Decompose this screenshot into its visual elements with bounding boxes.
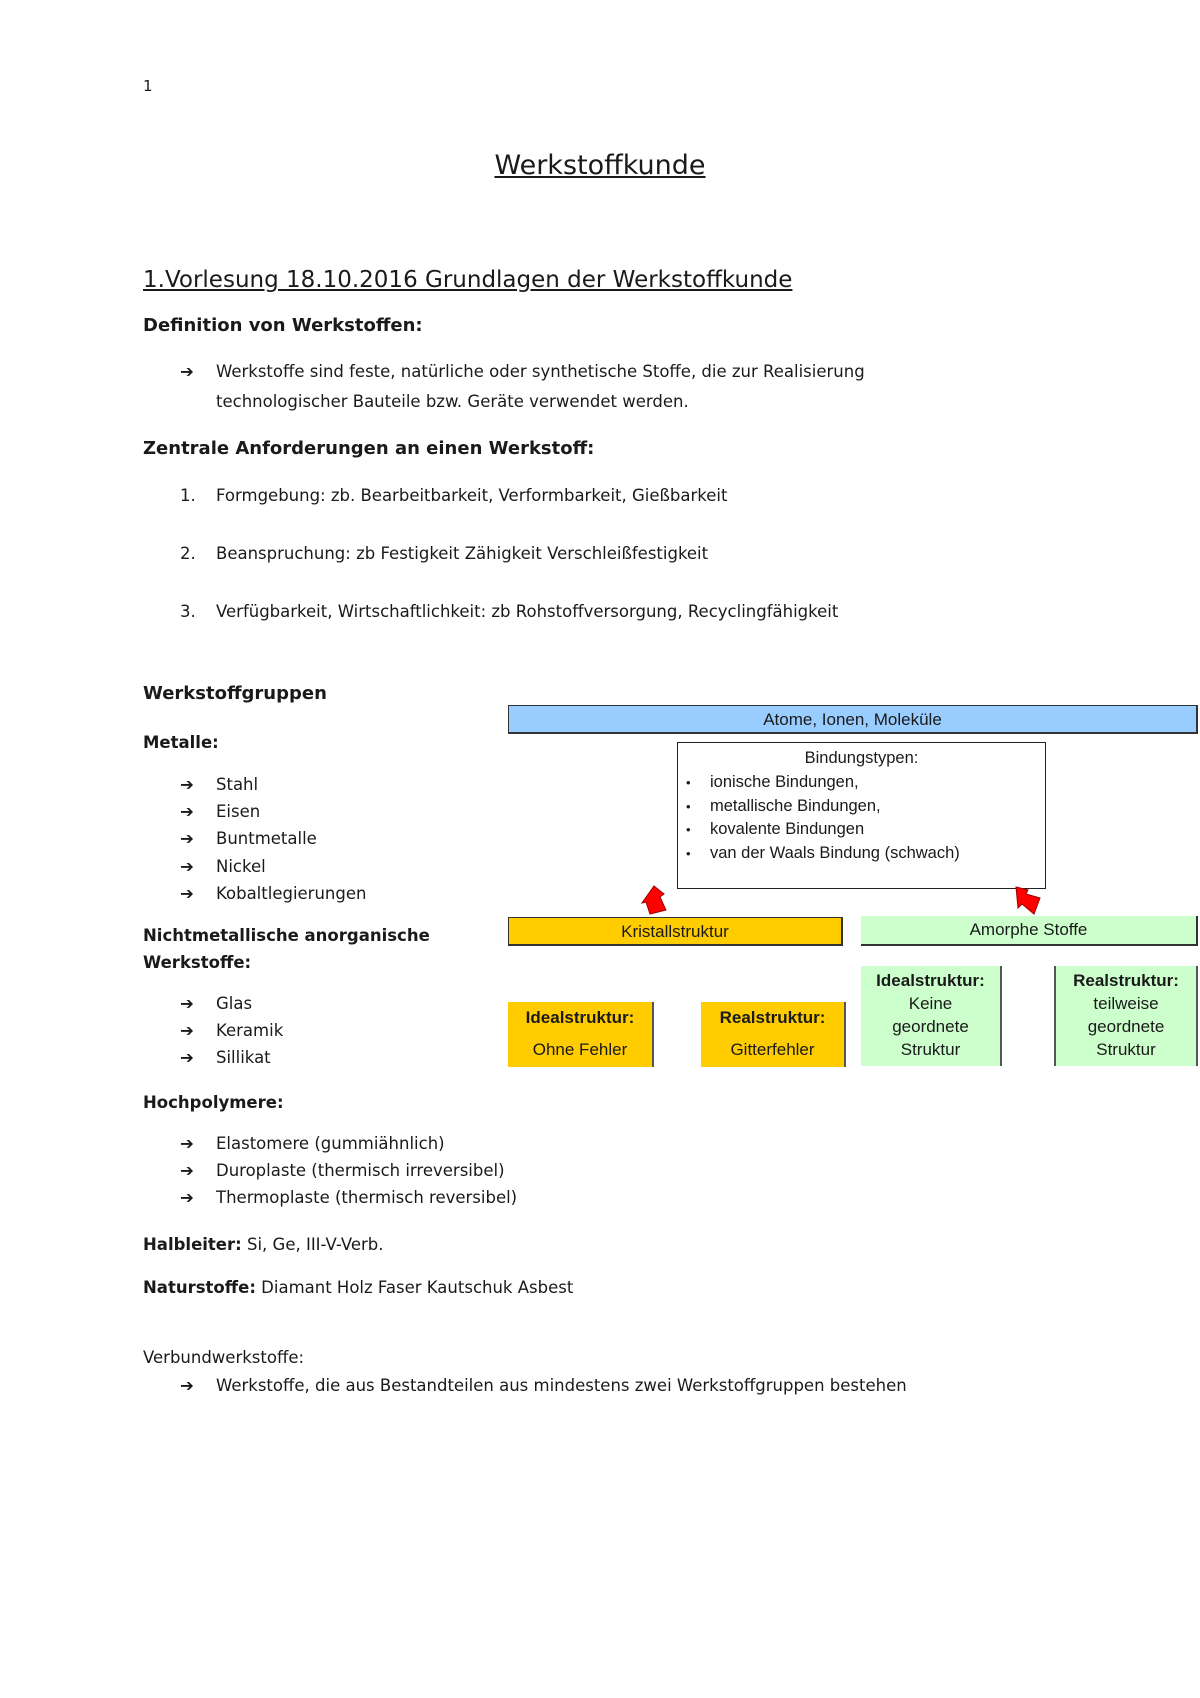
amorphous-bar: Amorphe Stoffe bbox=[861, 916, 1198, 946]
crystal-ideal-title: Idealstruktur: bbox=[525, 1008, 635, 1027]
arrow-icon: ➔ bbox=[180, 1021, 194, 1040]
arrow-icon: ➔ bbox=[180, 857, 194, 876]
binding-item bbox=[686, 818, 960, 842]
amorph-real-title: Realstruktur: bbox=[1073, 971, 1179, 990]
definition-text-1: Werkstoffe sind feste, natürliche oder synthetische Stoffe, die zur Realisierung bbox=[216, 362, 865, 381]
binding-label: ionische Bindungen, bbox=[710, 773, 859, 791]
metal-item bbox=[180, 802, 260, 821]
nonmetal-heading-2: Werkstoffe: bbox=[143, 953, 252, 972]
composite-item bbox=[180, 1376, 907, 1395]
metal-item bbox=[180, 829, 317, 848]
crystal-ideal-text: Ohne Fehler bbox=[532, 1040, 628, 1059]
metal-label: Buntmetalle bbox=[216, 829, 317, 848]
nonmetal-label: Sillikat bbox=[216, 1048, 271, 1067]
definition-line-1 bbox=[180, 362, 865, 381]
requirements-heading: Zentrale Anforderungen an einen Werkstoff: bbox=[143, 438, 595, 459]
requirement-number: 2. bbox=[180, 544, 196, 563]
arrow-icon: ➔ bbox=[180, 1048, 194, 1067]
requirement-text: Formgebung: zb. Bearbeitbarkeit, Verformbarkeit, Gießbarkeit bbox=[216, 486, 728, 505]
polymer-item bbox=[180, 1134, 445, 1153]
requirement-item bbox=[180, 602, 838, 621]
amorph-real-box bbox=[1054, 966, 1198, 1066]
amorph-real-line: Struktur bbox=[1096, 1040, 1156, 1059]
polymer-item bbox=[180, 1188, 517, 1207]
crystal-structure-bar: Kristallstruktur bbox=[508, 917, 843, 946]
bindings-title: Bindungstypen: bbox=[804, 749, 919, 767]
amorph-ideal-box bbox=[861, 966, 1002, 1066]
requirement-text: Beanspruchung: zb Festigkeit Zähigkeit Verschleißfestigkeit bbox=[216, 544, 709, 563]
semiconductors-label: Halbleiter: bbox=[143, 1235, 242, 1254]
amorph-ideal-line: geordnete bbox=[892, 1017, 969, 1036]
lecture-heading: 1.Vorlesung 18.10.2016 Grundlagen der Werkstoffkunde bbox=[143, 267, 793, 293]
bindings-list bbox=[686, 771, 960, 865]
nonmetal-item bbox=[180, 1048, 271, 1067]
arrow-icon: ➔ bbox=[180, 802, 194, 821]
nonmetal-label: Glas bbox=[216, 994, 253, 1013]
nonmetal-item bbox=[180, 994, 252, 1013]
amorph-ideal-line: Struktur bbox=[900, 1040, 961, 1059]
composite-text: Werkstoffe, die aus Bestandteilen aus mindestens zwei Werkstoffgruppen bestehen bbox=[216, 1376, 907, 1395]
definition-heading: Definition von Werkstoffen: bbox=[143, 315, 423, 336]
bullet-icon: • bbox=[686, 798, 691, 814]
nonmetal-label: Keramik bbox=[216, 1021, 284, 1040]
requirement-item bbox=[180, 544, 708, 563]
arrow-icon: ➔ bbox=[180, 1161, 194, 1180]
nonmetal-heading-1: Nichtmetallische anorganische bbox=[143, 926, 430, 945]
binding-item bbox=[686, 842, 960, 866]
polymer-item bbox=[180, 1161, 505, 1180]
metal-label: Eisen bbox=[216, 802, 261, 821]
requirement-number: 3. bbox=[180, 602, 196, 621]
document-title: Werkstoffkunde bbox=[494, 150, 706, 181]
natural-text: Diamant Holz Faser Kautschuk Asbest bbox=[255, 1278, 574, 1297]
groups-heading: Werkstoffgruppen bbox=[143, 683, 327, 704]
bullet-icon: • bbox=[686, 822, 691, 837]
arrow-icon: ➔ bbox=[180, 362, 194, 381]
amorph-real-line: geordnete bbox=[1087, 1017, 1165, 1036]
arrow-down-icon bbox=[1010, 884, 1042, 918]
polymer-label: Duroplaste (thermisch irreversibel) bbox=[216, 1161, 505, 1180]
crystal-ideal-box bbox=[508, 1002, 654, 1067]
binding-label: van der Waals Bindung (schwach) bbox=[710, 843, 960, 862]
definition-text-2: technologischer Bauteile bzw. Geräte verwendet werden. bbox=[216, 392, 689, 411]
semiconductors-line bbox=[143, 1235, 384, 1254]
crystal-real-title: Realstruktur: bbox=[719, 1008, 826, 1027]
metal-label: Nickel bbox=[216, 857, 266, 876]
arrow-icon: ➔ bbox=[180, 1188, 194, 1207]
bullet-icon: • bbox=[686, 775, 691, 790]
requirement-item bbox=[180, 486, 727, 505]
polymer-label: Elastomere (gummiähnlich) bbox=[216, 1134, 445, 1153]
metal-label: Stahl bbox=[216, 775, 259, 794]
bindings-box bbox=[677, 742, 1046, 889]
arrow-icon: ➔ bbox=[180, 994, 194, 1013]
polymers-heading: Hochpolymere: bbox=[143, 1093, 284, 1112]
binding-label: kovalente Bindungen bbox=[710, 820, 865, 838]
semiconductors-text: Si, Ge, III-V-Verb. bbox=[241, 1235, 384, 1254]
amorph-real-line: teilweise bbox=[1093, 994, 1159, 1013]
page-number: 1 bbox=[143, 77, 153, 95]
arrow-icon: ➔ bbox=[180, 829, 194, 848]
arrow-icon: ➔ bbox=[180, 1376, 194, 1395]
composite-heading: Verbundwerkstoffe: bbox=[143, 1348, 305, 1367]
diagram-top-bar: Atome, Ionen, Moleküle bbox=[508, 705, 1198, 734]
crystal-real-text: Gitterfehler bbox=[730, 1040, 815, 1059]
amorph-ideal-line: Keine bbox=[908, 994, 953, 1013]
arrow-icon: ➔ bbox=[180, 775, 194, 794]
metal-item bbox=[180, 775, 258, 794]
metal-item bbox=[180, 857, 266, 876]
requirement-number: 1. bbox=[180, 486, 196, 505]
metal-item bbox=[180, 884, 366, 903]
nonmetal-item bbox=[180, 1021, 283, 1040]
bullet-icon: • bbox=[686, 845, 691, 861]
requirement-text: Verfügbarkeit, Wirtschaftlichkeit: zb Rohstoffversorgung, Recyclingfähigkeit bbox=[216, 602, 839, 621]
arrow-icon: ➔ bbox=[180, 884, 194, 903]
crystal-real-box bbox=[701, 1002, 846, 1067]
binding-label: metallische Bindungen, bbox=[710, 796, 881, 815]
metals-heading: Metalle: bbox=[143, 733, 219, 752]
binding-item bbox=[686, 771, 960, 795]
amorph-ideal-title: Idealstruktur: bbox=[876, 971, 985, 990]
metal-label: Kobaltlegierungen bbox=[216, 884, 367, 903]
natural-label: Naturstoffe: bbox=[143, 1278, 256, 1297]
polymer-label: Thermoplaste (thermisch reversibel) bbox=[216, 1188, 518, 1207]
binding-item bbox=[686, 795, 960, 819]
arrow-icon: ➔ bbox=[180, 1134, 194, 1153]
arrow-down-icon bbox=[640, 884, 672, 918]
natural-line bbox=[143, 1278, 573, 1297]
